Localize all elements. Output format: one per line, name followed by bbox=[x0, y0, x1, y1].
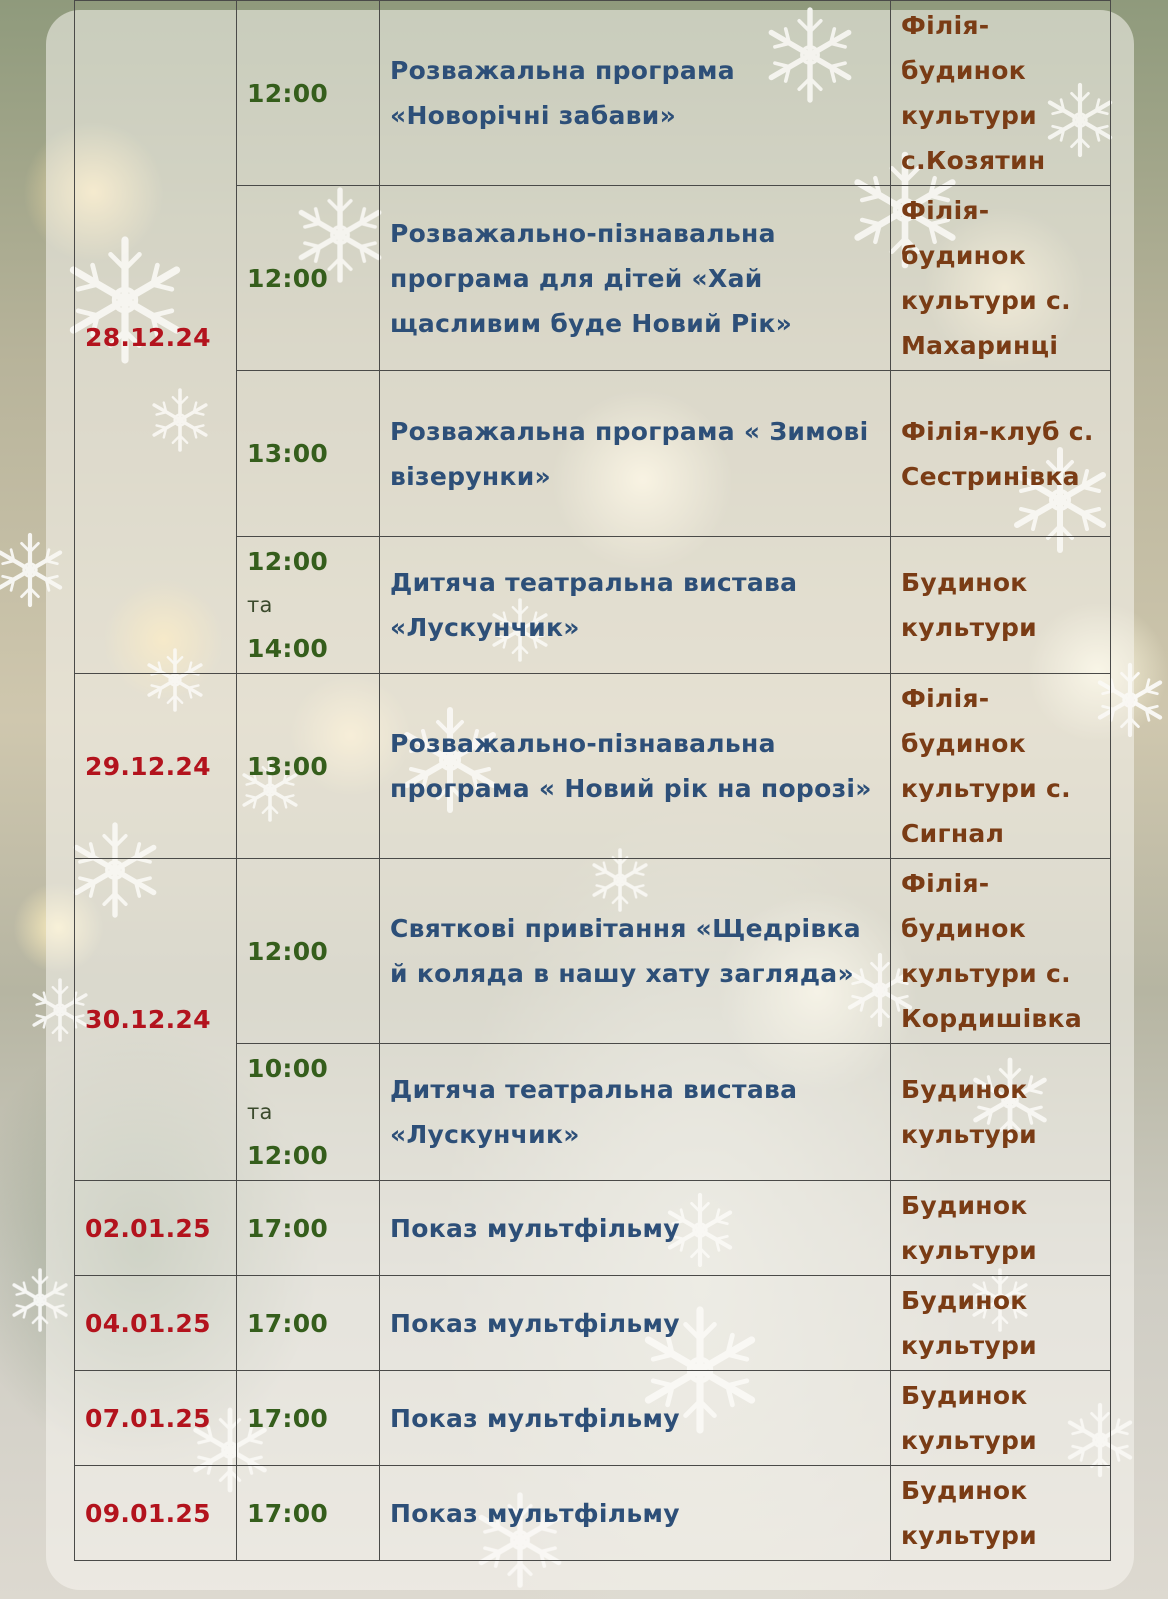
event-cell bbox=[380, 859, 891, 1044]
place-cell bbox=[891, 371, 1111, 537]
time-text: 10:00 bbox=[247, 1054, 329, 1083]
event-cell bbox=[380, 371, 891, 537]
table-row bbox=[75, 1, 1111, 186]
event-text: Розважально-пізнавальна програма для дітей «Хай щасливим буде Новий Рік» bbox=[390, 218, 793, 338]
time-text: 12:00 bbox=[247, 263, 329, 293]
place-cell bbox=[891, 1276, 1111, 1371]
time-cell bbox=[237, 1181, 380, 1276]
time-text: 14:00 bbox=[247, 634, 329, 663]
time-cell bbox=[237, 859, 380, 1044]
table-row bbox=[75, 1466, 1111, 1561]
date-text: 04.01.25 bbox=[85, 1308, 211, 1338]
place-cell bbox=[891, 859, 1111, 1044]
time-and-text: та bbox=[247, 593, 273, 617]
event-text: Показ мультфільму bbox=[390, 1308, 680, 1338]
event-cell bbox=[380, 1466, 891, 1561]
place-text: Будинок культури bbox=[901, 568, 1037, 642]
place-text: Філія-будинок культури с. Сигнал bbox=[901, 684, 1071, 848]
event-text: Розважальна програма «Новорічні забави» bbox=[390, 56, 735, 130]
place-cell bbox=[891, 537, 1111, 674]
date-text: 07.01.25 bbox=[85, 1403, 211, 1433]
date-cell bbox=[75, 859, 237, 1181]
table-row bbox=[75, 1181, 1111, 1276]
place-cell bbox=[891, 186, 1111, 371]
date-text: 09.01.25 bbox=[85, 1498, 211, 1528]
date-cell bbox=[75, 1371, 237, 1466]
time-text: 17:00 bbox=[247, 1403, 329, 1433]
date-text: 30.12.24 bbox=[85, 1005, 211, 1034]
event-text: Розважально-пізнавальна програма « Новий рік на порозі» bbox=[390, 729, 872, 803]
event-text: Святкові привітання «Щедрівка й коляда в нашу хату загляда» bbox=[390, 914, 861, 988]
place-text: Будинок культури bbox=[901, 1476, 1037, 1550]
place-text: Будинок культури bbox=[901, 1286, 1037, 1360]
time-cell bbox=[237, 1371, 380, 1466]
events-schedule-table bbox=[74, 0, 1111, 1561]
time-cell bbox=[237, 1044, 380, 1181]
event-text: Показ мультфільму bbox=[390, 1498, 680, 1528]
event-cell bbox=[380, 674, 891, 859]
event-text: Дитяча театральна вистава «Лускунчик» bbox=[390, 1075, 798, 1149]
time-cell bbox=[237, 674, 380, 859]
time-text: 12:00 bbox=[247, 936, 329, 966]
date-cell bbox=[75, 1181, 237, 1276]
event-text: Дитяча театральна вистава «Лускунчик» bbox=[390, 568, 798, 642]
time-text: 17:00 bbox=[247, 1498, 329, 1528]
place-text: Будинок культури bbox=[901, 1075, 1037, 1149]
place-text: Філія-будинок культури с.Козятин bbox=[901, 11, 1046, 175]
place-cell bbox=[891, 1181, 1111, 1276]
table-row bbox=[75, 859, 1111, 1044]
event-cell bbox=[380, 1276, 891, 1371]
time-cell bbox=[237, 371, 380, 537]
time-text: 12:00 bbox=[247, 78, 329, 108]
date-text: 02.01.25 bbox=[85, 1213, 211, 1243]
event-text: Показ мультфільму bbox=[390, 1213, 680, 1243]
event-cell bbox=[380, 1044, 891, 1181]
place-text: Філія-клуб с. Сестринівка bbox=[901, 416, 1094, 491]
place-text: Філія-будинок культури с. Кордишівка bbox=[901, 869, 1082, 1033]
event-text: Розважальна програма « Зимові візерунки» bbox=[390, 416, 869, 491]
event-text: Показ мультфільму bbox=[390, 1403, 680, 1433]
place-text: Будинок культури bbox=[901, 1381, 1037, 1455]
time-cell bbox=[237, 1466, 380, 1561]
place-cell bbox=[891, 1466, 1111, 1561]
time-cell bbox=[237, 186, 380, 371]
time-text: 17:00 bbox=[247, 1213, 329, 1243]
date-cell bbox=[75, 1, 237, 674]
date-text: 28.12.24 bbox=[85, 322, 211, 352]
place-cell bbox=[891, 1, 1111, 186]
event-cell bbox=[380, 537, 891, 674]
time-text: 12:00 bbox=[247, 547, 329, 576]
date-text: 29.12.24 bbox=[85, 751, 211, 781]
time-cell bbox=[237, 1, 380, 186]
table-row bbox=[75, 1276, 1111, 1371]
place-text: Будинок культури bbox=[901, 1191, 1037, 1265]
time-text: 13:00 bbox=[247, 751, 329, 781]
event-cell bbox=[380, 1, 891, 186]
event-cell bbox=[380, 1181, 891, 1276]
time-cell bbox=[237, 1276, 380, 1371]
place-cell bbox=[891, 1371, 1111, 1466]
date-cell bbox=[75, 674, 237, 859]
time-and-text: та bbox=[247, 1100, 273, 1124]
event-cell bbox=[380, 1371, 891, 1466]
place-text: Філія-будинок культури с. Махаринці bbox=[901, 196, 1071, 360]
time-text: 17:00 bbox=[247, 1308, 329, 1338]
time-text: 12:00 bbox=[247, 1141, 329, 1170]
date-cell bbox=[75, 1276, 237, 1371]
table-row bbox=[75, 674, 1111, 859]
time-cell bbox=[237, 537, 380, 674]
table-row bbox=[75, 1371, 1111, 1466]
place-cell bbox=[891, 1044, 1111, 1181]
place-cell bbox=[891, 674, 1111, 859]
event-cell bbox=[380, 186, 891, 371]
time-text: 13:00 bbox=[247, 439, 329, 468]
date-cell bbox=[75, 1466, 237, 1561]
